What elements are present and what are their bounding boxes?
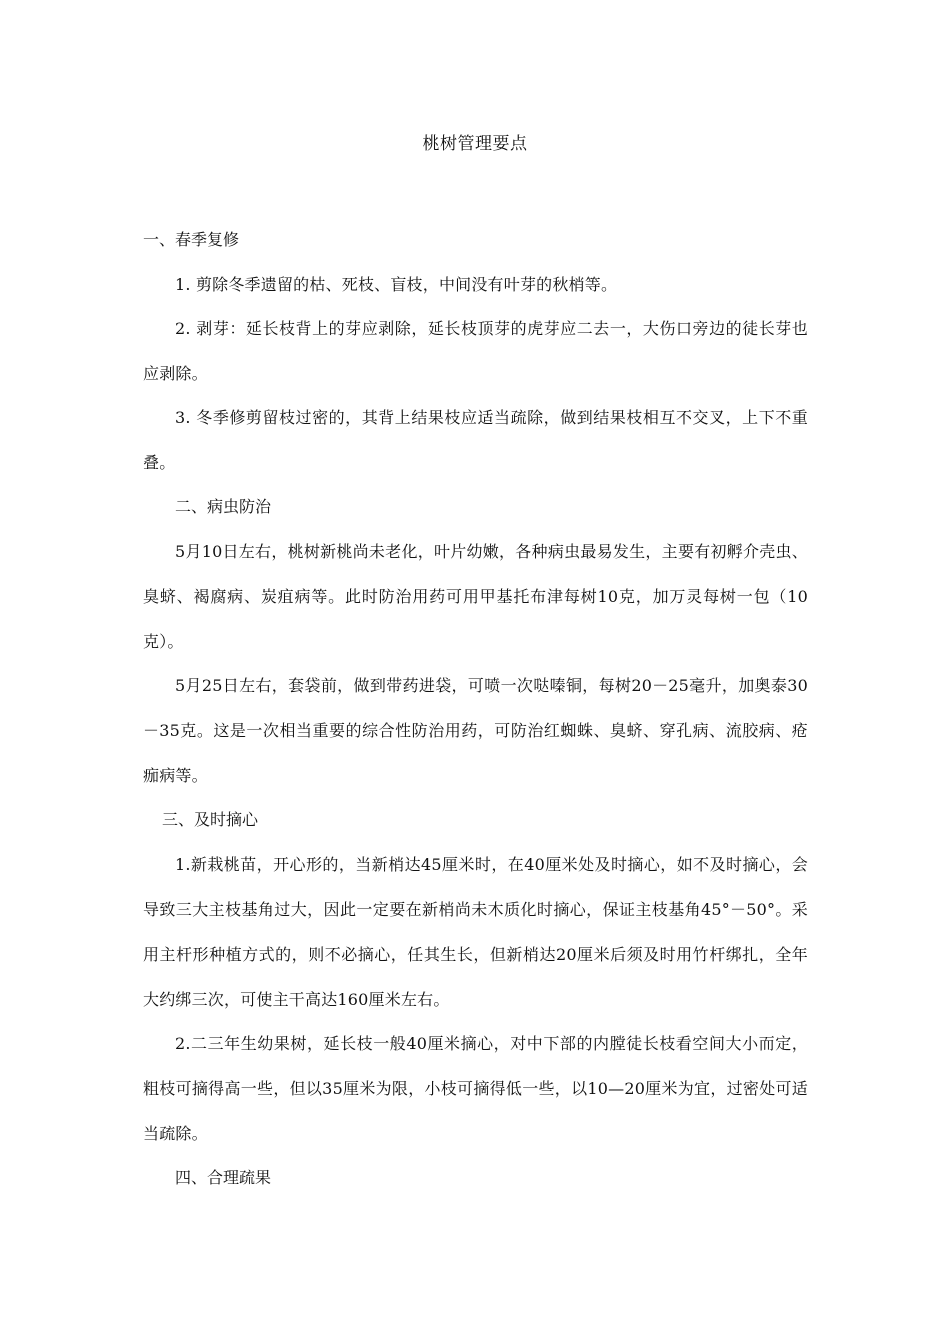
section-heading: 四、合理疏果 xyxy=(175,1168,272,1187)
paragraph: 1.新栽桃苗，开心形的，当新梢达45厘米时，在40厘米处及时摘心，如不及时摘心，会导致三大主枝基角过大，因此一定要在新梢尚未木质化时摘心，保证主枝基角45°－50°。采用主杆形种植方式的，则不必摘心，任其生长，但新梢达20厘米后须及时用竹杆绑扎，全年大约绑三次，可使主干高达160厘米左右。 xyxy=(143,855,808,1009)
section-topping xyxy=(143,809,808,1156)
paragraph: 5月10日左右，桃树新桃尚未老化，叶片幼嫩，各种病虫最易发生，主要有初孵介壳虫、臭蛴、褐腐病、炭疽病等。此时防治用药可用甲基托布津每树10克，加万灵每树一包（10克）。 xyxy=(143,542,808,651)
section-spring-pruning xyxy=(143,229,808,485)
section-heading: 一、春季复修 xyxy=(143,230,240,249)
paragraph: 1. 剪除冬季遗留的枯、死枝、盲枝，中间没有叶芽的秋梢等。 xyxy=(175,275,618,294)
section-heading: 三、及时摘心 xyxy=(162,810,259,829)
paragraph: 3. 冬季修剪留枝过密的，其背上结果枝应适当疏除，做到结果枝相互不交叉，上下不重叠。 xyxy=(143,408,808,472)
section-fruit-thinning xyxy=(143,1167,808,1189)
document-title: 桃树管理要点 xyxy=(422,134,528,154)
section-heading: 二、病虫防治 xyxy=(175,497,272,516)
document-body xyxy=(143,229,808,1212)
paragraph: 2. 剥芽：延长枝背上的芽应剥除，延长枝顶芽的虎芽应二去一，大伤口旁边的徒长芽也应剥除。 xyxy=(143,319,808,383)
section-pest-control xyxy=(143,496,808,798)
paragraph: 2.二三年生幼果树，延长枝一般40厘米摘心，对中下部的内膛徒长枝看空间大小而定，粗枝可摘得高一些，但以35厘米为限，小枝可摘得低一些，以10—20厘米为宜，过密处可适当疏除。 xyxy=(143,1034,808,1143)
paragraph: 5月25日左右，套袋前，做到带药进袋，可喷一次哒嗪铜，每树20－25毫升，加奥泰30－35克。这是一次相当重要的综合性防治用药，可防治红蜘蛛、臭蛴、穿孔病、流胶病、疮痂病等。 xyxy=(143,676,808,785)
